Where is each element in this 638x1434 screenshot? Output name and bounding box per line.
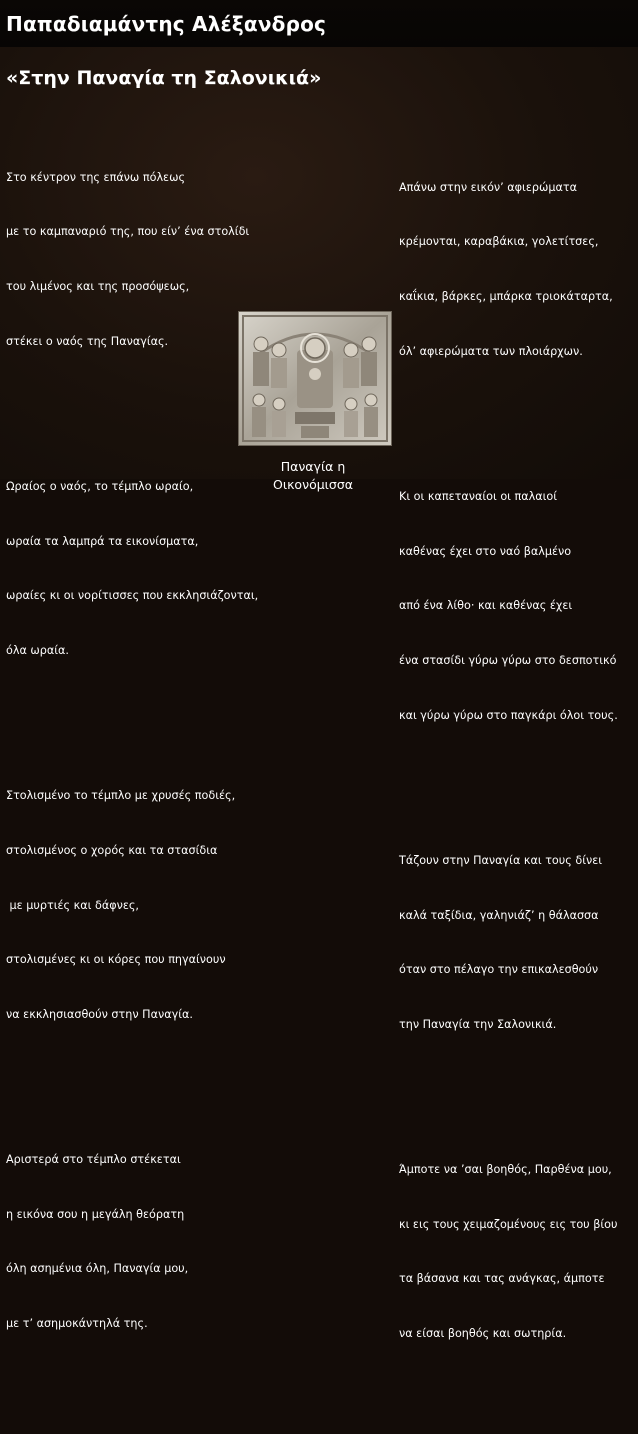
- stanza: [399, 816, 618, 1071]
- stanza: [6, 132, 258, 387]
- verse-line: Άμποτε να ’σαι βοηθός, Παρθένα μου,: [399, 1163, 612, 1177]
- verse-line: Τάζουν στην Παναγία και τους δίνει: [399, 853, 603, 867]
- stanza: [6, 751, 258, 1060]
- verse-line: Ωραίος ο ναός, το τέμπλο ωραίο,: [6, 480, 194, 494]
- verse-line: να είσαι βοηθός και σωτηρία.: [399, 1327, 567, 1340]
- verse-line: την Παναγία την Σαλονικιά.: [399, 1017, 557, 1031]
- stanza: [6, 442, 258, 697]
- verse-line: του λιμένος και της προσόψεως,: [6, 280, 190, 294]
- stanza: [399, 452, 618, 761]
- poem-title: «Στην Παναγία τη Σαλονικιά»: [6, 67, 322, 89]
- verse-line: Στολισμένο το τέμπλο με χρυσές ποδιές,: [6, 789, 236, 803]
- header-bar: [0, 0, 638, 47]
- stanza: [399, 1125, 618, 1380]
- stanza: [399, 142, 618, 397]
- verse-line: όλ’ αφιερώματα των πλοιάρχων.: [399, 344, 583, 358]
- verse-line: όταν στο πέλαγο την επικαλεσθούν: [399, 963, 599, 977]
- verse-line: Στο κέντρον της επάνω πόλεως: [6, 170, 186, 184]
- verse-line: στέκει ο ναός της Παναγίας.: [6, 334, 169, 348]
- verse-line: τα βάσανα και τας ανάγκας, άμποτε: [399, 1272, 605, 1286]
- verse-line: όλα ωραία.: [6, 643, 69, 657]
- page-title: Παπαδιαμάντης Αλέξανδρος: [6, 11, 327, 36]
- verse-line: με μυρτιές και δάφνες,: [6, 898, 139, 912]
- verse-line: καθένας έχει στο ναό βαλμένο: [399, 544, 572, 558]
- verse-line: και γύρω γύρω στο παγκάρι όλοι τους.: [399, 708, 618, 722]
- verse-line: κι εις τους χειμαζομένους εις του βίου: [399, 1217, 618, 1231]
- left-poem-column: [6, 96, 258, 1424]
- verse-line: με τ’ ασημοκάντηλά της.: [6, 1317, 148, 1330]
- icon-image: [238, 311, 392, 446]
- verse-line: Απάνω στην εικόν’ αφιερώματα: [399, 180, 577, 194]
- verse-line: με το καμπαναριό της, που είν’ ένα στολίδι: [6, 225, 250, 239]
- verse-line: ένα στασίδι γύρω γύρω στο δεσποτικό: [399, 653, 617, 667]
- verse-line: κρέμονται, καραβάκια, γολετίτσες,: [399, 235, 599, 249]
- verse-line: στολισμένες κι οι κόρες που πηγαίνουν: [6, 953, 226, 967]
- verse-line: όλη ασημένια όλη, Παναγία μου,: [6, 1262, 189, 1276]
- verse-line: η εικόνα σου η μεγάλη θεόρατη: [6, 1207, 185, 1221]
- verse-line: Αριστερά στο τέμπλο στέκεται: [6, 1153, 181, 1167]
- verse-line: να εκκλησιασθούν στην Παναγία.: [6, 1007, 193, 1021]
- verse-line: καλά ταξίδια, γαληνιάζ’ η θάλασσα: [399, 908, 599, 922]
- stanza: [6, 1115, 258, 1370]
- verse-line: στολισμένος ο χορός και τα στασίδια: [6, 843, 218, 857]
- slide-content: [0, 47, 638, 1340]
- icon-caption: Παναγία η Οικονόμισσα: [273, 459, 353, 492]
- right-poem-column: [399, 106, 618, 1434]
- verse-line: από ένα λίθο· και καθένας έχει: [399, 599, 573, 613]
- verse-line: Κι οι καπεταναίοι οι παλαιοί: [399, 490, 558, 504]
- verse-line: ωραία τα λαμπρά τα εικονίσματα,: [6, 534, 199, 548]
- verse-line: ωραίες κι οι νορίτισσες που εκκλησιάζονται,: [6, 589, 259, 603]
- verse-line: καΐκια, βάρκες, μπάρκα τριοκάταρτα,: [399, 290, 613, 304]
